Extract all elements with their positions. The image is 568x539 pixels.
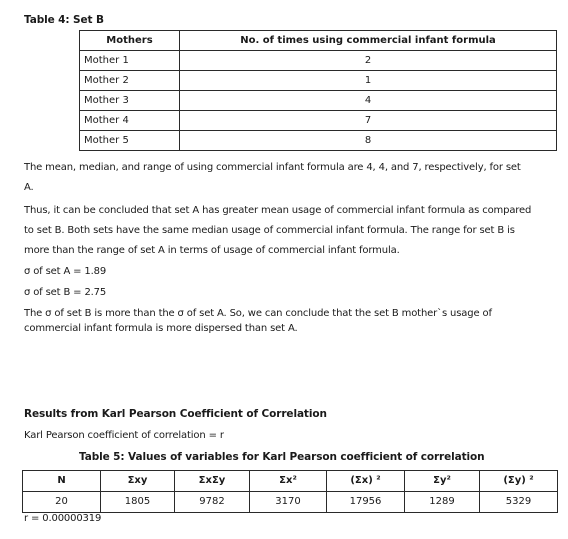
table4-cell-mother: Mother 3 <box>80 91 180 111</box>
table5-cell: 1289 <box>405 492 480 513</box>
paragraph-dispersion-line1: The σ of set B is more than the σ of set A. So, we can conclude that the set B mother`s usage of <box>24 308 492 319</box>
table4-cell-mother: Mother 1 <box>80 51 180 71</box>
table4-cell-mother: Mother 4 <box>80 111 180 131</box>
table4-cell-count: 1 <box>180 71 557 91</box>
table5-cell: 17956 <box>327 492 405 513</box>
table5-header-sum-y2: Σy² <box>405 471 480 492</box>
table4-cell-count: 4 <box>180 91 557 111</box>
sigma-set-a: σ of set A = 1.89 <box>24 266 107 277</box>
section-heading: Results from Karl Pearson Coefficient of Correlation <box>24 408 327 420</box>
table5 <box>22 470 558 513</box>
table4-caption: Table 4: Set B <box>24 14 104 26</box>
table5-header-sumy-squared: (Σy) ² <box>480 471 558 492</box>
table5-cell: 9782 <box>175 492 250 513</box>
table4-cell-count: 7 <box>180 111 557 131</box>
table5-cell: 3170 <box>250 492 327 513</box>
table-row <box>80 51 557 71</box>
paragraph-dispersion-line2: commercial infant formula is more dispersed than set A. <box>24 323 298 334</box>
table-row <box>80 91 557 111</box>
table5-header-sumx-sumy: ΣxΣy <box>175 471 250 492</box>
paragraph-summary-line1: The mean, median, and range of using commercial infant formula are 4, 4, and 7, respectively, for set <box>24 162 521 173</box>
table-row <box>80 71 557 91</box>
table5-cell: 5329 <box>480 492 558 513</box>
table4-header-mothers: Mothers <box>80 31 180 51</box>
table5-header-row <box>23 471 558 492</box>
table-row <box>80 131 557 151</box>
table4-header-row <box>80 31 557 51</box>
table5-header-sumx-squared: (Σx) ² <box>327 471 405 492</box>
paragraph-conclusion-line1: Thus, it can be concluded that set A has greater mean usage of commercial infant formula as compared <box>24 205 532 216</box>
paragraph-conclusion-line2: to set B. Both sets have the same median usage of commercial infant formula. The range for set B is <box>24 225 515 236</box>
paragraph-conclusion-line3: more than the range of set A in terms of usage of commercial infant formula. <box>24 245 400 256</box>
section-intro: Karl Pearson coefficient of correlation = r <box>24 430 224 441</box>
table-row <box>80 111 557 131</box>
table4-cell-count: 8 <box>180 131 557 151</box>
table4-header-count: No. of times using commercial infant formula <box>180 31 557 51</box>
correlation-result: r = 0.00000319 <box>24 513 102 524</box>
paragraph-summary-line2: A. <box>24 182 34 193</box>
table4-cell-count: 2 <box>180 51 557 71</box>
table5-caption: Table 5: Values of variables for Karl Pearson coefficient of correlation <box>79 451 485 463</box>
table5-header-sum-xy: Σxy <box>101 471 175 492</box>
sigma-set-b: σ of set B = 2.75 <box>24 287 107 298</box>
table4-cell-mother: Mother 5 <box>80 131 180 151</box>
table5-cell: 20 <box>23 492 101 513</box>
table4 <box>79 30 557 151</box>
table4-cell-mother: Mother 2 <box>80 71 180 91</box>
table5-cell: 1805 <box>101 492 175 513</box>
table5-header-sum-x2: Σx² <box>250 471 327 492</box>
table5-header-n: N <box>23 471 101 492</box>
table-row <box>23 492 558 513</box>
